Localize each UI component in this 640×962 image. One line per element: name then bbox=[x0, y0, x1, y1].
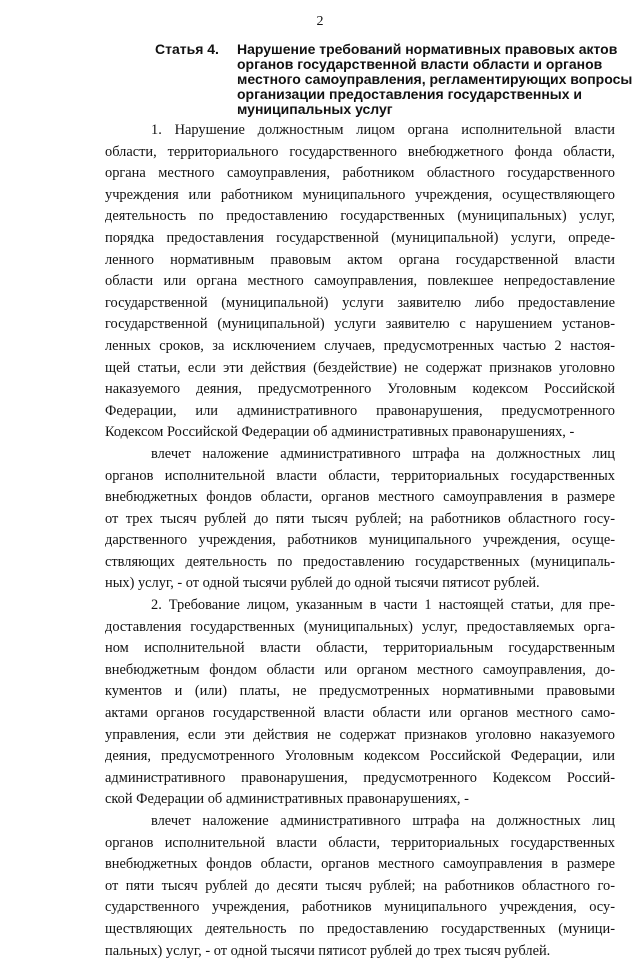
text-line: органов исполнительной власти области, территориальных государственных bbox=[105, 467, 615, 484]
text-line: государственной (муниципальной) услуги заявителю с нарушением установ- bbox=[105, 316, 615, 333]
article-title bbox=[237, 42, 632, 117]
text-line: внебюджетных фондов области, органов местного самоуправления в размере bbox=[105, 489, 615, 506]
paragraph-penalty-2 bbox=[105, 811, 615, 962]
text-line: ществляющих деятельность по предоставлению государственных (муници- bbox=[105, 920, 615, 937]
text-line: области или органа местного самоуправления, повлекшее непредоставление bbox=[105, 273, 615, 290]
text-line: 1. Нарушение должностным лицом органа исполнительной власти bbox=[151, 122, 615, 138]
text-line: порядка предоставления государственной (муниципальной) услуги, опреде- bbox=[105, 229, 615, 246]
article-title-line: муниципальных услуг bbox=[237, 101, 393, 117]
text-line: влечет наложение административного штрафа на должностных лиц bbox=[151, 445, 615, 462]
paragraph-part-1 bbox=[105, 120, 615, 444]
page-number: 2 bbox=[316, 14, 324, 29]
article-heading bbox=[155, 41, 633, 117]
article-title-line: органов государственной власти области и органов bbox=[237, 56, 603, 72]
text-line: учреждения или работником муниципального учреждения, осуществляющего bbox=[105, 186, 615, 203]
article-title-line: местного самоуправления, регламентирующих вопросы bbox=[237, 71, 633, 87]
text-line: государственной (муниципальной) услуги заявителю либо предоставление bbox=[105, 294, 615, 311]
text-line: кументов и (или) платы, не предусмотренных нормативными правовыми bbox=[105, 683, 615, 700]
text-line: Федерации, или административного правонарушения, предусмотренного bbox=[105, 402, 615, 419]
article-title-line: организации предоставления государственных и bbox=[237, 86, 583, 102]
text-line: ном исполнительной власти области, территориальным государственным bbox=[105, 640, 615, 657]
text-line: влечет наложение административного штрафа на должностных лиц bbox=[151, 813, 615, 829]
text-line: ленного нормативным правовым актом органа государственной власти bbox=[105, 251, 615, 268]
text-line: деяния, предусмотренного Уголовным кодексом Российской Федерации, или bbox=[105, 748, 615, 765]
text-line: ленных сроков, за исключением случаев, предусмотренных частью 2 настоя- bbox=[105, 337, 615, 354]
article-title-line: Нарушение требований нормативных правовых актов bbox=[237, 41, 618, 57]
text-line: пальных) услуг, - от одной тысячи пятисот рублей до трех тысяч рублей. bbox=[105, 942, 551, 959]
text-line: актами органов государственной власти области или органов местного само- bbox=[105, 705, 615, 722]
article-label: Статья 4. bbox=[155, 41, 219, 57]
text-line: деятельность по предоставлению государственных (муниципальных) услуг, bbox=[105, 208, 615, 225]
text-line: от трех тысяч рублей до пяти тысяч рублей; на работников областного госу- bbox=[105, 510, 615, 527]
text-line: ской Федерации об административных правонарушениях, - bbox=[105, 791, 469, 808]
text-line: дарственного учреждения, работников муниципального учреждения, осуще- bbox=[105, 532, 615, 549]
paragraph-penalty-1 bbox=[105, 444, 615, 595]
text-line: сударственного учреждения, работников муниципального учреждения, осу- bbox=[105, 899, 615, 916]
text-line: внебюджетным фондом области или органом местного самоуправления, до- bbox=[105, 661, 615, 678]
text-line: ствляющих деятельность по предоставлению государственных (муниципаль- bbox=[105, 553, 615, 570]
text-line: наказуемого деяния, предусмотренного Уголовным кодексом Российской bbox=[105, 381, 615, 398]
text-line: управления, если эти действия не содержат признаков уголовно наказуемого bbox=[105, 726, 615, 743]
text-line: административного правонарушения, предусмотренного Кодексом Россий- bbox=[105, 769, 615, 786]
text-line: внебюджетных фондов области, органов местного самоуправления в размере bbox=[105, 856, 615, 873]
text-line: области, территориального государственного внебюджетного фонда области, bbox=[105, 143, 615, 160]
text-line: доставления государственных (муниципальных) услуг, предоставляемых орга- bbox=[105, 618, 615, 635]
text-line: органов исполнительной власти области, территориальных государственных bbox=[105, 834, 615, 851]
article-body bbox=[105, 120, 615, 962]
text-line: от пяти тысяч рублей до десяти тысяч рублей; на работников областного го- bbox=[105, 877, 615, 894]
text-line: Кодексом Российской Федерации об административных правонарушениях, - bbox=[105, 424, 575, 441]
text-line: щей статьи, если эти действия (бездействие) не содержат признаков уголовно bbox=[105, 359, 615, 376]
text-line: ных) услуг, - от одной тысячи рублей до одной тысячи пятисот рублей. bbox=[105, 575, 540, 592]
text-line: органа местного самоуправления, работником областного государственного bbox=[105, 165, 615, 182]
text-line: 2. Требование лицом, указанным в части 1 настоящей статьи, для пре- bbox=[151, 597, 615, 614]
paragraph-part-2 bbox=[105, 595, 615, 811]
